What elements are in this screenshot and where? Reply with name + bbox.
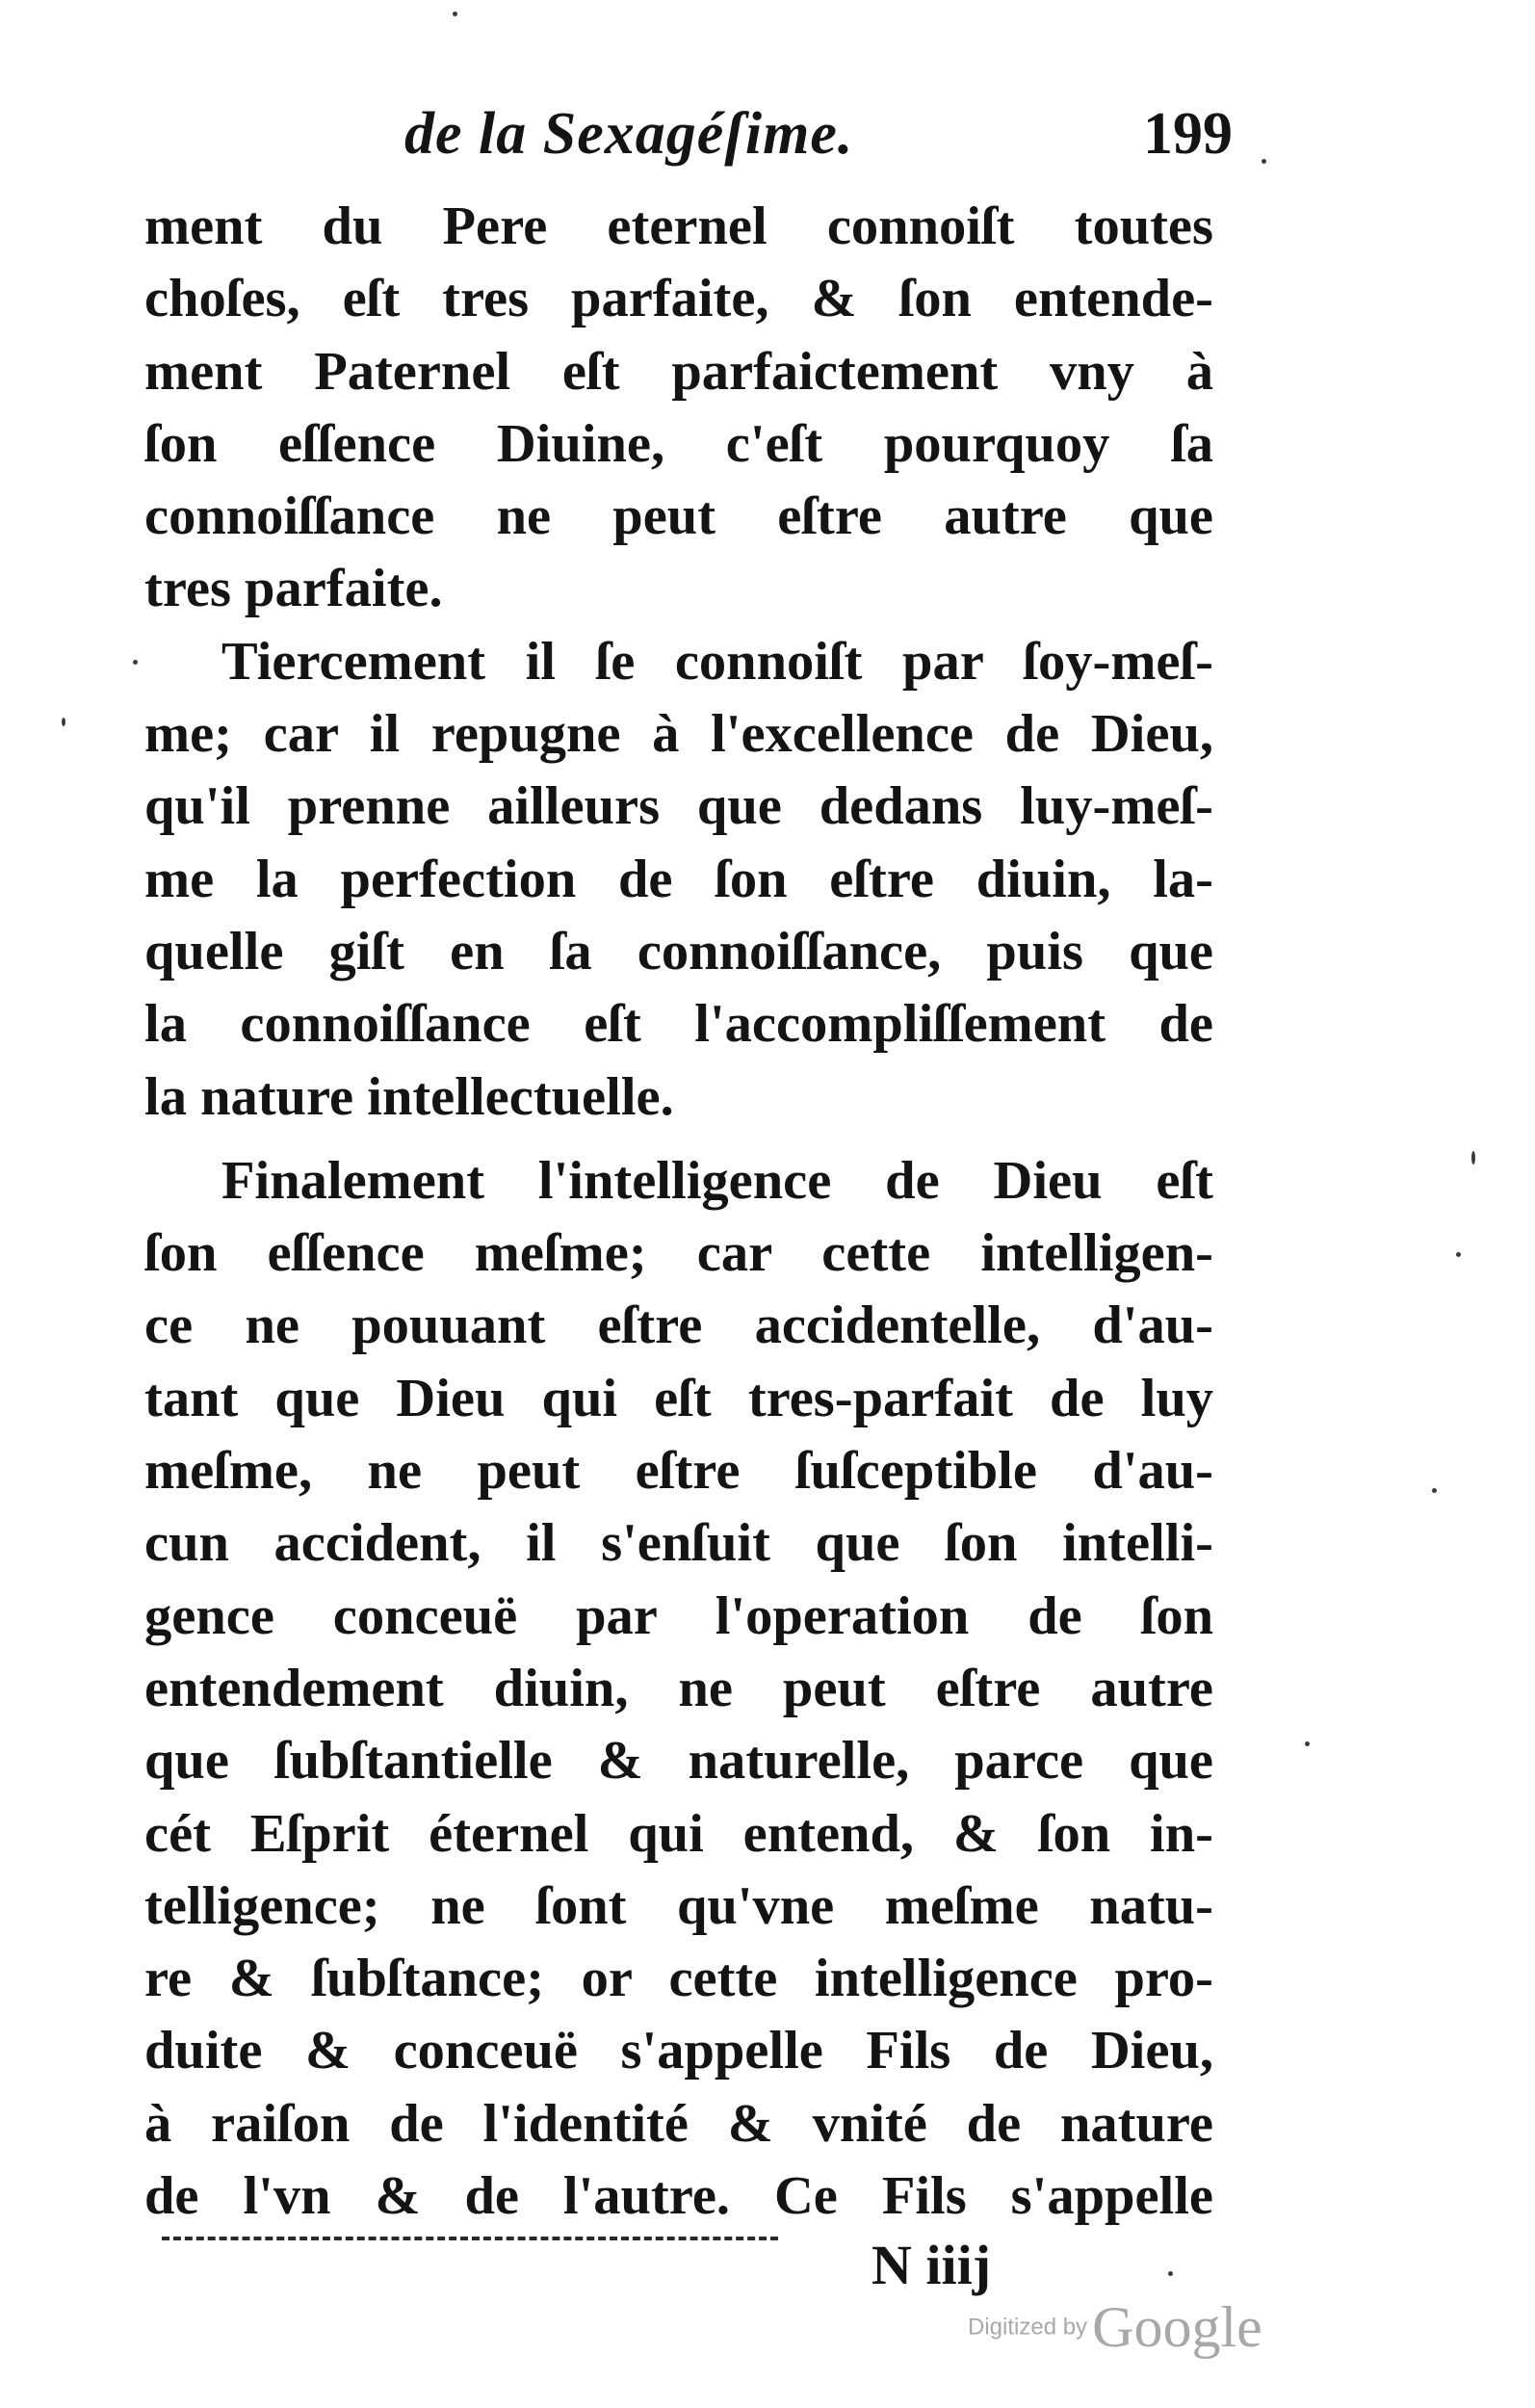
scan-speck (1305, 1741, 1310, 1746)
watermark (968, 2294, 1262, 2361)
text-line: qu'il prenne ailleurs que dedans luy-meſ- (144, 776, 1213, 837)
page-number: 199 (1143, 101, 1233, 167)
scan-speck (1262, 159, 1266, 164)
scan-speck (1456, 1252, 1461, 1257)
running-title: de la Sexagéſime. (404, 101, 854, 167)
scan-speck (1432, 1488, 1437, 1493)
text-line: me; car il repugne à l'excellence de Dieu, (144, 704, 1213, 765)
text-line: ce ne pouuant eſtre accidentelle, d'au- (144, 1296, 1213, 1356)
text-line: de l'vn & de l'autre. Ce Fils s'appelle (144, 2166, 1213, 2227)
text-line: quelle giſt en ſa connoiſſance, puis que (144, 921, 1213, 982)
text-line: cét Eſprit éternel qui entend, & ſon in- (144, 1803, 1213, 1864)
text-line: tant que Dieu qui eſt tres-parfait de luy (144, 1368, 1213, 1428)
paragraph-gap (144, 1134, 1213, 1145)
dashed-rule (162, 2237, 778, 2240)
text-line: ment du Pere eternel connoiſt toutes (144, 196, 1213, 256)
text-line: duite & conceuë s'appelle Fils de Dieu, (144, 2021, 1213, 2081)
text-line: ſon eſſence meſme; car cette intelligen- (144, 1223, 1213, 1284)
text-line: gence conceuë par l'operation de ſon (144, 1585, 1213, 1646)
text-line: telligence; ne ſont qu'vne meſme natu- (144, 1875, 1213, 1936)
text-line: ſon eſſence Diuine, c'eſt pourquoy ſa (144, 413, 1213, 474)
text-line: tres parfaite. (144, 559, 443, 619)
body-text (144, 191, 1213, 2233)
text-line: re & ſubſtance; or cette intelligence pro- (144, 1949, 1213, 2009)
text-line: connoiſſance ne peut eſtre autre que (144, 486, 1213, 547)
text-line: la nature intellectuelle. (144, 1066, 674, 1127)
google-logo: Google (1092, 2295, 1262, 2359)
text-line: Tiercement il ſe connoiſt par ſoy-meſ- (221, 631, 1213, 692)
scan-speck (453, 12, 457, 16)
text-line: la connoiſſance eſt l'accompliſſement de (144, 994, 1213, 1055)
text-line: choſes, eſt tres parfaite, & ſon entende- (144, 269, 1213, 329)
scan-speck (1471, 1151, 1475, 1165)
scan-speck (1168, 2271, 1173, 2276)
scan-speck (62, 718, 65, 726)
text-line: que ſubſtantielle & naturelle, parce que (144, 1731, 1213, 1792)
signature-mark: N iiij (872, 2234, 992, 2296)
text-line: me la perfection de ſon eſtre diuin, la- (144, 849, 1213, 909)
text-line: ment Paternel eſt parfaictement vny à (144, 341, 1213, 402)
watermark-prefix: Digitized by (968, 2314, 1088, 2341)
page-header (404, 100, 1233, 187)
scan-speck (133, 660, 138, 665)
text-line: cun accident, il s'enſuit que ſon intelli- (144, 1513, 1213, 1574)
text-line: Finalement l'intelligence de Dieu eſt (221, 1150, 1213, 1211)
text-line: entendement diuin, ne peut eſtre autre (144, 1658, 1213, 1718)
text-line: meſme, ne peut eſtre ſuſceptible d'au- (144, 1441, 1213, 1502)
text-line: à raiſon de l'identité & vnité de nature (144, 2093, 1213, 2154)
